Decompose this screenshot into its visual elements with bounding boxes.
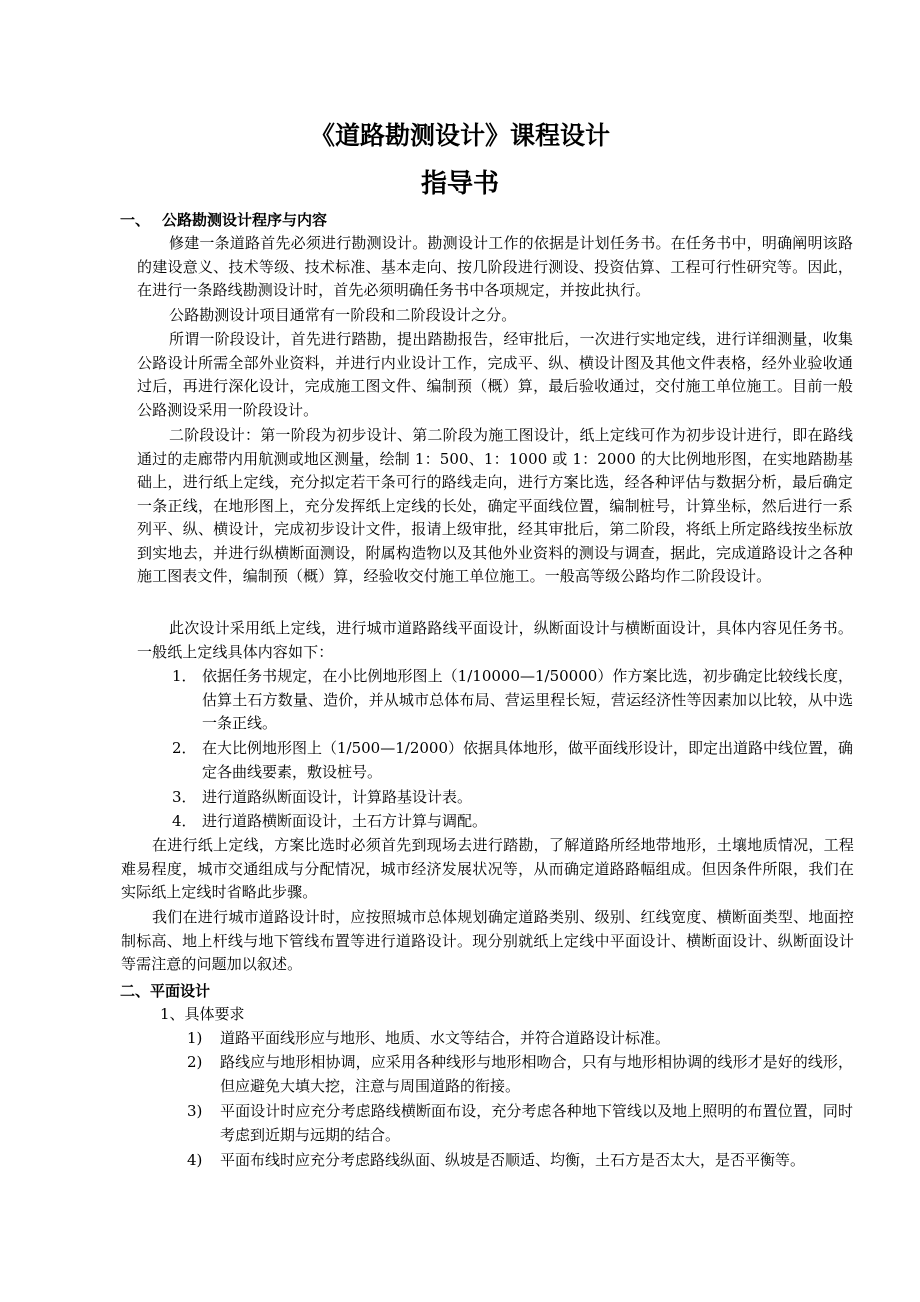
req-3-text: 平面设计时应充分考虑路线横断面布设，充分考虑各种地下管线以及地上照明的布置位置，同时考虑到近期与远期的结合。: [220, 1102, 853, 1144]
section-2-title: 平面设计: [150, 982, 211, 1000]
req-3-number: 3): [187, 1102, 203, 1120]
section-1-paragraph-1: 修建一条道路首先必须进行勘测设计。勘测设计工作的依据是计划任务书。在任务书中，明确阐明该路的建设意义、技术等级、技术标准、基本走向、按几阶段进行测设、投资估算、工程可行性研究等。因此，在进行一条路线勘测设计时，首先必须明确任务书中各项规定，并按此执行。: [137, 234, 853, 299]
section-1-paragraph-2: 公路勘测设计项目通常有一阶段和二阶段设计之分。: [169, 306, 517, 324]
list-4-text: 进行道路横断面设计，土石方计算与调配。: [202, 812, 488, 830]
section-1-after-list-1: 在进行纸上定线，方案比选时必须首先到现场去进行踏勘，了解道路所经地带地形，土壤地质情况，工程难易程度，城市交通组成与分配情况，城市经济发展状况等，从而确定道路路幅组成。但因条件所限，我们在实际纸上定线时省略此步骤。: [121, 836, 854, 901]
section-1-heading: [120, 208, 327, 232]
req-2-number: 2): [187, 1053, 203, 1071]
section-1-paragraph-3: 所谓一阶段设计，首先进行踏勘，提出踏勘报告，经审批后，一次进行实地定线，进行详细测量，收集公路设计所需全部外业资料，并进行内业设计工作，完成平、纵、横设计图及其他文件表格，经外业验收通过后，再进行深化设计，完成施工图文件、编制预（概）算，最后验收通过，交付施工单位施工。目前一般公路测设采用一阶段设计。: [137, 330, 853, 419]
section-1-title: 公路勘测设计程序与内容: [162, 211, 328, 229]
list-2-number: 2．: [172, 739, 197, 757]
section-1-paragraph-5: 此次设计采用纸上定线，进行城市道路路线平面设计，纵断面设计与横断面设计，具体内容见任务书。一般纸上定线具体内容如下：: [137, 619, 853, 661]
list-3-number: 3．: [172, 788, 197, 806]
req-1-text: 道路平面线形应与地形、地质、水文等结合，并符合道路设计标准。: [220, 1029, 671, 1047]
list-4-number: 4．: [172, 812, 197, 830]
list-3-text: 进行道路纵断面设计，计算路基设计表。: [202, 788, 473, 806]
list-2-text: 在大比例地形图上（1/500—1/2000）依据具体地形，做平面线形设计，即定出道路中线位置，确定各曲线要素，敷设桩号。: [202, 739, 854, 781]
req-1-number: 1): [187, 1029, 203, 1047]
section-1-paragraph-4: 二阶段设计：第一阶段为初步设计、第二阶段为施工图设计，纸上定线可作为初步设计进行，即在路线通过的走廊带内用航测或地区测量，绘制 1：500、1：1000 或 1：2000 的大比例地形图，在实地踏勘基础上，进行纸上定线，充分拟定若干条可行的路线走向，进行方案比选，经各种评估与数据分析，最后确定一条正线，在地形图上，充分发挥纸上定线的长处，确定平面线位置，编制桩号，计算坐标，然后进行一系列平、纵、横设计，完成初步设计文件，报请上级审批，经其审批后，第二阶段，将纸上所定路线按坐标放到实地去，并进行纵横断面测设，附属构造物以及其他外业资料的测设与调查，据此，完成道路设计之各种施工图表文件，编制预（概）算，经验收交付施工单位施工。一般高等级公路均作二阶段设计。: [137, 426, 853, 585]
req-4-text: 平面布线时应充分考虑路线纵面、纵坡是否顺适、均衡，土石方是否太大，是否平衡等。: [220, 1151, 806, 1169]
list-1-number: 1．: [172, 667, 197, 685]
document-title: 《道路勘测设计》课程设计: [309, 121, 610, 150]
section-1-number: 一、: [120, 211, 151, 229]
document-subtitle: 指导书: [420, 169, 499, 199]
section-2-number: 二、: [120, 982, 151, 1000]
req-4-number: 4): [187, 1151, 203, 1169]
section-2-sub-heading: 1、具体要求: [160, 1005, 245, 1023]
list-1-text: 依据任务书规定，在小比例地形图上（1/10000—1/50000）作方案比选，初步确定比较线长度，估算土石方数量、造价，并从城市总体布局、营运里程长短，营运经济性等因素加以比较，从中选一条正线。: [202, 667, 853, 732]
section-1-after-list-2: 我们在进行城市道路设计时，应按照城市总体规划确定道路类别、级别、红线宽度、横断面类型、地面控制标高、地上杆线与地下管线布置等进行道路设计。现分别就纸上定线中平面设计、横断面设计、纵断面设计等需注意的问题加以叙述。: [121, 908, 854, 973]
req-2-text: 路线应与地形相协调，应采用各种线形与地形相吻合，只有与地形相协调的线形才是好的线形，但应避免大填大挖，注意与周围道路的衔接。: [220, 1053, 853, 1095]
section-2-heading: [120, 979, 210, 1003]
